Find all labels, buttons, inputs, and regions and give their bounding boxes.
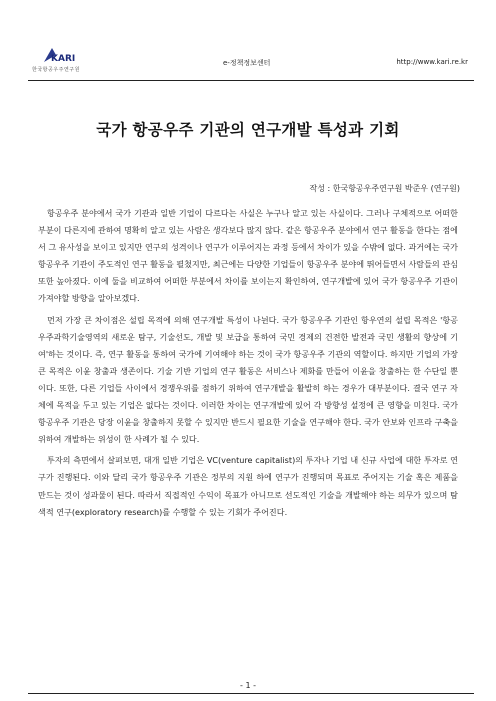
kari-logo bbox=[32, 46, 92, 76]
footer-divider bbox=[28, 693, 474, 694]
document-title: 국가 항공우주 기관의 연구개발 특성과 기회 bbox=[96, 121, 400, 139]
paragraph-2: 먼저 가장 큰 차이점은 설립 목적에 의해 연구개발 특성이 나뉜다. 국가 항공우주 기관인 항우연의 설립 목적은 '항공우주과학기술영역의 새로운 탐구, 기술선도, 개발 및 보급을 통하여 국민 경제의 건전한 발전과 국민 생활의 향상에 기여'하는 것이다. 즉, 연구 활동을 통하여 국가에 기여해야 하는 것이 국가 항공우주 기관의 역할이다. 하지만 기업의 가장 큰 목적은 이윤 창출과 생존이다. 기술 기반 기업의 연구 활동은 서비스나 제화를 만들어 이윤을 창출하는 한 수단일 뿐이다. 또한, 다른 기업들 사이에서 경쟁우위를 점하기 위하여 연구개발을 활발히 하는 경우가 대부분이다. 결국 연구 자체에 목적을 두고 있는 기업은 없다는 것이다. 이러한 차이는 연구개발에 있어 각 방향성 설정에 큰 영향을 미친다. 국가 항공우주 기관은 당장 이윤을 창출하지 못할 수 있지만 반드시 필요한 기술을 연구해야 한다. 국가 안보와 인프라 구축을 위하여 개발하는 위성이 한 사례가 될 수 있다. bbox=[38, 314, 458, 445]
kari-logo-icon bbox=[42, 46, 80, 64]
paragraph-1: 항공우주 분야에서 국가 기관과 일반 기업이 다르다는 사실은 누구나 알고 있는 사실이다. 그러나 구체적으로 어떠한 부분이 다른지에 관하여 명확히 알고 있는 사람은 생각보다 많지 않다. 같은 항공우주 분야에서 연구 활동을 한다는 점에서 그 유사성을 보이고 있지만 연구의 성격이나 연구가 이루어지는 과정 등에서 차이가 있을 수밖에 없다. 과거에는 국가 항공우주 기관이 주도적인 연구 활동을 펼쳤지만, 최근에는 다양한 기업들이 항공우주 분야에 뛰어들면서 사람들의 관심 또한 높아졌다. 이에 둘을 비교하여 어떠한 부분에서 차이를 보이는지 확인하여, 연구개발에 있어 국가 항공우주 기관이 가져야할 방향을 알아보겠다. bbox=[38, 208, 458, 304]
header-divider bbox=[28, 80, 474, 81]
body-text bbox=[38, 205, 458, 525]
page-header bbox=[28, 42, 474, 80]
header-url[interactable]: http://www.kari.re.kr bbox=[396, 58, 468, 66]
page-number: - 1 - bbox=[240, 681, 256, 690]
paragraph-3: 투자의 측면에서 살펴보면, 대개 일반 기업은 VC(venture capitalist)의 투자나 기업 내 신규 사업에 대한 투자로 연구가 진행된다. 이와 달리 국가 항공우주 기관은 정부의 지원 하에 연구가 진행되며 목표로 주어지는 기술 혹은 제품을 만드는 것이 성과물이 된다. 따라서 직접적인 수익이 목표가 아니므로 선도적인 기술을 개발해야 하는 의무가 있으며 탐색적 연구(exploratory research)를 수행할 수 있는 기회가 주어진다. bbox=[38, 455, 458, 517]
logo-subtitle: 한국항공우주연구원 bbox=[32, 67, 80, 73]
center-name: e-정책정보센터 bbox=[223, 59, 271, 67]
author-line: 작성 : 한국항공우주연구원 박준우 (연구원) bbox=[309, 184, 460, 193]
svg-text:KARI: KARI bbox=[51, 54, 76, 64]
